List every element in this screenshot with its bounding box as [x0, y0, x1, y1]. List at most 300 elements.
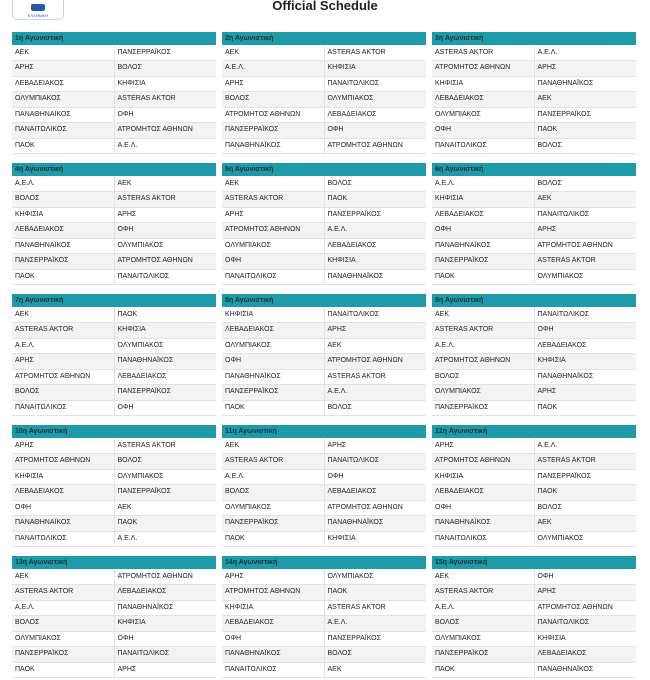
match-row [222, 254, 426, 270]
match-row [222, 385, 426, 401]
away-team: ΑΤΡΟΜΗΤΟΣ ΑΘΗΝΩΝ [324, 138, 426, 154]
away-team: ASTERAS AKTOR [324, 369, 426, 385]
home-team: ΟΦΗ [432, 223, 534, 239]
away-team: ΒΟΛΟΣ [114, 454, 216, 470]
home-team: ΚΗΦΙΣΙΑ [432, 76, 534, 92]
home-team: ΑΡΗΣ [12, 438, 114, 454]
match-row [222, 531, 426, 547]
away-team: ΛΕΒΑΔΕΙΑΚΟΣ [324, 485, 426, 501]
away-team: ΑΕΚ [114, 176, 216, 192]
home-team: ΠΑΝΣΕΡΡΑΪΚΟΣ [222, 385, 324, 401]
away-team: ΑΡΗΣ [324, 323, 426, 339]
away-team: ΛΕΒΑΔΕΙΑΚΟΣ [114, 369, 216, 385]
home-team: ASTERAS AKTOR [432, 585, 534, 601]
home-team: ΛΕΒΑΔΕΙΑΚΟΣ [12, 76, 114, 92]
match-row [222, 61, 426, 77]
home-team: ΠΑΝΑΘΗΝΑΪΚΟΣ [12, 107, 114, 123]
away-team: ΒΟΛΟΣ [324, 400, 426, 416]
home-team: ΠΑΝΑΙΤΩΛΙΚΟΣ [12, 531, 114, 547]
match-row [432, 107, 636, 123]
home-team: ΟΦΗ [222, 354, 324, 370]
away-team: ΑΤΡΟΜΗΤΟΣ ΑΘΗΝΩΝ [534, 600, 636, 616]
home-team: ΟΛΥΜΠΙΑΚΟΣ [12, 92, 114, 108]
home-team: ΚΗΦΙΣΙΑ [432, 469, 534, 485]
away-team: ΟΛΥΜΠΙΑΚΟΣ [114, 338, 216, 354]
match-table [432, 438, 636, 547]
home-team: ΛΕΒΑΔΕΙΑΚΟΣ [432, 92, 534, 108]
home-team: ΟΦΗ [12, 500, 114, 516]
away-team: ASTERAS AKTOR [534, 454, 636, 470]
match-row [432, 569, 636, 585]
away-team: ΠΑΝΑΙΤΩΛΙΚΟΣ [114, 269, 216, 285]
match-row [432, 338, 636, 354]
home-team: ΟΛΥΜΠΙΑΚΟΣ [432, 385, 534, 401]
away-team: ΠΑΝΑΘΗΝΑΪΚΟΣ [114, 354, 216, 370]
match-row [432, 254, 636, 270]
away-team: ΑΕΚ [114, 500, 216, 516]
round-block [12, 163, 216, 286]
away-team: ΟΦΗ [114, 631, 216, 647]
match-row [432, 238, 636, 254]
match-row [432, 207, 636, 223]
match-row [432, 138, 636, 154]
away-team: ΚΗΦΙΣΙΑ [114, 76, 216, 92]
match-row [432, 616, 636, 632]
home-team: ΚΗΦΙΣΙΑ [222, 307, 324, 323]
match-row [12, 338, 216, 354]
away-team: ΠΑΟΚ [114, 516, 216, 532]
home-team: ΛΕΒΑΔΕΙΑΚΟΣ [432, 207, 534, 223]
away-team: ΑΕΚ [534, 92, 636, 108]
home-team: ΛΕΒΑΔΕΙΑΚΟΣ [12, 223, 114, 239]
match-row [12, 354, 216, 370]
match-table [12, 176, 216, 285]
away-team: ASTERAS AKTOR [324, 600, 426, 616]
home-team: ΠΑΟΚ [12, 138, 114, 154]
match-row [222, 454, 426, 470]
away-team: ΑΕΚ [324, 662, 426, 678]
home-team: ASTERAS AKTOR [432, 323, 534, 339]
home-team: ΠΑΝΣΕΡΡΑΪΚΟΣ [432, 400, 534, 416]
round-title: 12η Αγωνιστική [432, 425, 636, 438]
away-team: ΑΕΚ [534, 516, 636, 532]
away-team: ΒΟΛΟΣ [324, 647, 426, 663]
away-team: ΚΗΦΙΣΙΑ [534, 631, 636, 647]
match-row [222, 92, 426, 108]
home-team: ΑΕΚ [222, 45, 324, 61]
away-team: ΠΑΟΚ [324, 585, 426, 601]
away-team: ΠΑΝΣΕΡΡΑΪΚΟΣ [324, 207, 426, 223]
home-team: Α.Ε.Λ. [432, 600, 534, 616]
home-team: ΠΑΝΣΕΡΡΑΪΚΟΣ [432, 647, 534, 663]
away-team: ΠΑΝΑΙΤΩΛΙΚΟΣ [324, 76, 426, 92]
home-team: ΒΟΛΟΣ [432, 369, 534, 385]
home-team: ΠΑΝΑΙΤΩΛΙΚΟΣ [432, 531, 534, 547]
home-team: ΟΦΗ [222, 254, 324, 270]
match-row [222, 516, 426, 532]
round-block [222, 556, 426, 679]
away-team: ΑΤΡΟΜΗΤΟΣ ΑΘΗΝΩΝ [324, 500, 426, 516]
away-team: ΠΑΝΑΘΗΝΑΪΚΟΣ [534, 369, 636, 385]
match-row [432, 269, 636, 285]
match-table [222, 45, 426, 154]
home-team: ΟΛΥΜΠΙΑΚΟΣ [222, 500, 324, 516]
home-team: ΠΑΝΣΕΡΡΑΪΚΟΣ [222, 123, 324, 139]
home-team: ΠΑΝΑΘΗΝΑΪΚΟΣ [222, 369, 324, 385]
match-row [432, 600, 636, 616]
match-row [432, 385, 636, 401]
home-team: ΠΑΝΑΘΗΝΑΪΚΟΣ [12, 238, 114, 254]
match-table [432, 569, 636, 678]
match-row [12, 238, 216, 254]
match-row [222, 616, 426, 632]
away-team: ΑΤΡΟΜΗΤΟΣ ΑΘΗΝΩΝ [114, 254, 216, 270]
match-row [12, 123, 216, 139]
match-row [432, 500, 636, 516]
match-row [222, 238, 426, 254]
away-team: ΠΑΝΑΙΤΩΛΙΚΟΣ [534, 616, 636, 632]
match-row [222, 662, 426, 678]
away-team: ΟΦΗ [534, 323, 636, 339]
round-title: 6η Αγωνιστική [432, 163, 636, 176]
round-block [222, 294, 426, 417]
away-team: ΒΟΛΟΣ [114, 61, 216, 77]
match-row [432, 192, 636, 208]
match-row [12, 307, 216, 323]
home-team: ΠΑΟΚ [12, 662, 114, 678]
round-title: 14η Αγωνιστική [222, 556, 426, 569]
home-team: ASTERAS AKTOR [12, 585, 114, 601]
home-team: ΟΦΗ [432, 123, 534, 139]
home-team: ΒΟΛΟΣ [222, 485, 324, 501]
home-team: ΛΕΒΑΔΕΙΑΚΟΣ [432, 485, 534, 501]
match-row [222, 207, 426, 223]
home-team: ΑΡΗΣ [222, 207, 324, 223]
match-row [12, 192, 216, 208]
home-team: ΠΑΝΑΙΤΩΛΙΚΟΣ [12, 400, 114, 416]
match-row [432, 354, 636, 370]
match-row [222, 338, 426, 354]
round-title: 4η Αγωνιστική [12, 163, 216, 176]
away-team: ΑΤΡΟΜΗΤΟΣ ΑΘΗΝΩΝ [114, 569, 216, 585]
match-table [432, 45, 636, 154]
round-block [12, 425, 216, 548]
away-team: ΑΡΗΣ [534, 585, 636, 601]
away-team: ΟΛΥΜΠΙΑΚΟΣ [324, 569, 426, 585]
away-team: ΟΛΥΜΠΙΑΚΟΣ [324, 92, 426, 108]
away-team: ΑΡΗΣ [534, 223, 636, 239]
away-team: ΟΦΗ [324, 469, 426, 485]
match-table [222, 176, 426, 285]
match-row [222, 485, 426, 501]
match-table [432, 307, 636, 416]
match-row [12, 616, 216, 632]
match-row [222, 354, 426, 370]
away-team: ΚΗΦΙΣΙΑ [324, 531, 426, 547]
round-title: 9η Αγωνιστική [432, 294, 636, 307]
home-team: Α.Ε.Λ. [12, 176, 114, 192]
match-row [432, 469, 636, 485]
home-team: ΠΑΟΚ [432, 662, 534, 678]
away-team: ΠΑΝΑΙΤΩΛΙΚΟΣ [534, 307, 636, 323]
match-row [222, 631, 426, 647]
schedule-grid [12, 32, 636, 679]
away-team: ΒΟΛΟΣ [534, 500, 636, 516]
away-team: Α.Ε.Λ. [534, 438, 636, 454]
home-team: ΠΑΝΑΘΗΝΑΪΚΟΣ [222, 647, 324, 663]
away-team: Α.Ε.Λ. [114, 531, 216, 547]
match-row [12, 600, 216, 616]
match-row [12, 438, 216, 454]
match-row [432, 123, 636, 139]
match-table [222, 307, 426, 416]
match-row [432, 61, 636, 77]
home-team: ΑΤΡΟΜΗΤΟΣ ΑΘΗΝΩΝ [222, 223, 324, 239]
round-title: 11η Αγωνιστική [222, 425, 426, 438]
away-team: ΟΦΗ [114, 223, 216, 239]
home-team: Α.Ε.Λ. [432, 338, 534, 354]
round-title: 10η Αγωνιστική [12, 425, 216, 438]
home-team: ΟΦΗ [222, 631, 324, 647]
round-block [222, 425, 426, 548]
away-team: ΑΤΡΟΜΗΤΟΣ ΑΘΗΝΩΝ [324, 354, 426, 370]
home-team: ΑΡΗΣ [12, 61, 114, 77]
match-row [432, 662, 636, 678]
away-team: ASTERAS AKTOR [534, 254, 636, 270]
away-team: ΑΡΗΣ [114, 662, 216, 678]
home-team: ΚΗΦΙΣΙΑ [222, 600, 324, 616]
home-team: ΛΕΒΑΔΕΙΑΚΟΣ [12, 485, 114, 501]
home-team: ΑΤΡΟΜΗΤΟΣ ΑΘΗΝΩΝ [432, 61, 534, 77]
match-row [12, 61, 216, 77]
home-team: ΠΑΝΣΕΡΡΑΪΚΟΣ [222, 516, 324, 532]
match-table [12, 438, 216, 547]
home-team: ΑΕΚ [432, 307, 534, 323]
away-team: ΑΡΗΣ [114, 207, 216, 223]
match-row [12, 531, 216, 547]
away-team: ΑΕΚ [324, 338, 426, 354]
home-team: ΠΑΝΑΙΤΩΛΙΚΟΣ [222, 269, 324, 285]
home-team: ΟΛΥΜΠΙΑΚΟΣ [432, 631, 534, 647]
home-team: ΑΤΡΟΜΗΤΟΣ ΑΘΗΝΩΝ [12, 454, 114, 470]
match-row [12, 207, 216, 223]
round-block [432, 556, 636, 679]
home-team: ΑΡΗΣ [12, 354, 114, 370]
home-team: Α.Ε.Λ. [12, 338, 114, 354]
match-row [432, 631, 636, 647]
home-team: ΟΛΥΜΠΙΑΚΟΣ [222, 338, 324, 354]
away-team: ΠΑΝΣΕΡΡΑΪΚΟΣ [114, 485, 216, 501]
home-team: ΑΤΡΟΜΗΤΟΣ ΑΘΗΝΩΝ [12, 369, 114, 385]
away-team: ΠΑΝΑΙΤΩΛΙΚΟΣ [324, 307, 426, 323]
home-team: ΑΕΚ [432, 569, 534, 585]
home-team: ΑΤΡΟΜΗΤΟΣ ΑΘΗΝΩΝ [222, 107, 324, 123]
match-row [432, 531, 636, 547]
away-team: ΠΑΝΣΕΡΡΑΪΚΟΣ [114, 45, 216, 61]
match-row [222, 369, 426, 385]
home-team: ΠΑΟΚ [222, 400, 324, 416]
away-team: ΠΑΝΑΘΗΝΑΪΚΟΣ [324, 269, 426, 285]
match-row [222, 323, 426, 339]
match-row [222, 76, 426, 92]
home-team: ASTERAS AKTOR [432, 45, 534, 61]
match-row [12, 516, 216, 532]
home-team: ΑΕΚ [12, 45, 114, 61]
away-team: ΠΑΝΑΘΗΝΑΪΚΟΣ [534, 662, 636, 678]
home-team: Α.Ε.Λ. [432, 176, 534, 192]
round-block [222, 163, 426, 286]
match-row [12, 107, 216, 123]
away-team: ΠΑΟΚ [534, 400, 636, 416]
match-row [222, 307, 426, 323]
home-team: ΠΑΟΚ [432, 269, 534, 285]
match-table [432, 176, 636, 285]
away-team: ΟΛΥΜΠΙΑΚΟΣ [114, 238, 216, 254]
away-team: ASTERAS AKTOR [114, 438, 216, 454]
match-row [432, 485, 636, 501]
away-team: ΠΑΝΣΕΡΡΑΪΚΟΣ [324, 631, 426, 647]
away-team: ΒΟΛΟΣ [534, 176, 636, 192]
away-team: Α.Ε.Λ. [114, 138, 216, 154]
match-row [12, 585, 216, 601]
home-team: ΑΡΗΣ [222, 569, 324, 585]
match-row [12, 500, 216, 516]
match-row [12, 385, 216, 401]
away-team: ΒΟΛΟΣ [324, 176, 426, 192]
match-row [12, 469, 216, 485]
home-team: ASTERAS AKTOR [222, 192, 324, 208]
away-team: ΑΡΗΣ [534, 385, 636, 401]
home-team: ΑΕΚ [222, 176, 324, 192]
match-row [432, 223, 636, 239]
round-block [222, 32, 426, 155]
home-team: ΟΛΥΜΠΙΑΚΟΣ [222, 238, 324, 254]
away-team: ΠΑΝΑΙΤΩΛΙΚΟΣ [534, 207, 636, 223]
away-team: ΠΑΝΑΙΤΩΛΙΚΟΣ [114, 647, 216, 663]
match-row [222, 569, 426, 585]
match-row [12, 176, 216, 192]
away-team: ΑΤΡΟΜΗΤΟΣ ΑΘΗΝΩΝ [534, 238, 636, 254]
away-team: ΟΛΥΜΠΙΑΚΟΣ [114, 469, 216, 485]
match-row [222, 176, 426, 192]
match-row [222, 600, 426, 616]
match-row [432, 176, 636, 192]
away-team: ΠΑΟΚ [114, 307, 216, 323]
home-team: ΑΕΚ [12, 569, 114, 585]
away-team: ΚΗΦΙΣΙΑ [324, 254, 426, 270]
round-block [12, 556, 216, 679]
away-team: ΠΑΝΣΕΡΡΑΪΚΟΣ [534, 469, 636, 485]
round-title: 3η Αγωνιστική [432, 32, 636, 45]
round-block [432, 294, 636, 417]
match-row [432, 400, 636, 416]
away-team: ΟΦΗ [114, 400, 216, 416]
home-team: ΟΛΥΜΠΙΑΚΟΣ [12, 631, 114, 647]
home-team: ΠΑΝΑΙΤΩΛΙΚΟΣ [12, 123, 114, 139]
home-team: ΑΤΡΟΜΗΤΟΣ ΑΘΗΝΩΝ [432, 454, 534, 470]
home-team: ΠΑΝΑΙΤΩΛΙΚΟΣ [432, 138, 534, 154]
round-title: 1η Αγωνιστική [12, 32, 216, 45]
away-team: ASTERAS AKTOR [114, 192, 216, 208]
away-team: ΠΑΝΑΘΗΝΑΪΚΟΣ [534, 76, 636, 92]
away-team: ΠΑΝΑΙΤΩΛΙΚΟΣ [324, 454, 426, 470]
match-row [432, 92, 636, 108]
match-row [222, 647, 426, 663]
round-title: 13η Αγωνιστική [12, 556, 216, 569]
round-block [432, 425, 636, 548]
away-team: ΛΕΒΑΔΕΙΑΚΟΣ [534, 647, 636, 663]
match-row [12, 631, 216, 647]
round-block [432, 32, 636, 155]
match-row [12, 223, 216, 239]
match-row [12, 569, 216, 585]
match-row [12, 454, 216, 470]
home-team: ΒΟΛΟΣ [222, 92, 324, 108]
away-team: ΛΕΒΑΔΕΙΑΚΟΣ [114, 585, 216, 601]
away-team: ΠΑΟΚ [534, 485, 636, 501]
away-team: ΚΗΦΙΣΙΑ [534, 354, 636, 370]
away-team: Α.Ε.Λ. [534, 45, 636, 61]
home-team: Α.Ε.Λ. [222, 61, 324, 77]
away-team: ΟΦΗ [114, 107, 216, 123]
home-team: ΠΑΝΣΕΡΡΑΪΚΟΣ [432, 254, 534, 270]
home-team: ΑΡΗΣ [222, 76, 324, 92]
home-team: ΠΑΝΑΘΗΝΑΪΚΟΣ [432, 238, 534, 254]
round-block [12, 32, 216, 155]
away-team: Α.Ε.Λ. [324, 616, 426, 632]
match-table [222, 569, 426, 678]
match-table [222, 438, 426, 547]
away-team: ASTERAS AKTOR [114, 92, 216, 108]
match-row [12, 76, 216, 92]
match-row [222, 45, 426, 61]
home-team: ΑΕΚ [222, 438, 324, 454]
home-team: ASTERAS AKTOR [222, 454, 324, 470]
page-title: Official Schedule [272, 0, 378, 13]
round-title: 8η Αγωνιστική [222, 294, 426, 307]
home-team: ΑΤΡΟΜΗΤΟΣ ΑΘΗΝΩΝ [222, 585, 324, 601]
home-team: ΚΗΦΙΣΙΑ [12, 469, 114, 485]
round-title: 5η Αγωνιστική [222, 163, 426, 176]
match-row [12, 485, 216, 501]
away-team: ΟΛΥΜΠΙΑΚΟΣ [534, 269, 636, 285]
home-team: ΟΛΥΜΠΙΑΚΟΣ [432, 107, 534, 123]
home-team: ΚΗΦΙΣΙΑ [12, 207, 114, 223]
away-team: ΚΗΦΙΣΙΑ [114, 616, 216, 632]
match-row [222, 438, 426, 454]
round-title: 2η Αγωνιστική [222, 32, 426, 45]
home-team: ΒΟΛΟΣ [12, 385, 114, 401]
match-row [12, 662, 216, 678]
match-row [432, 516, 636, 532]
match-row [432, 45, 636, 61]
match-row [432, 647, 636, 663]
away-team: ΠΑΝΣΕΡΡΑΪΚΟΣ [534, 107, 636, 123]
away-team: ΚΗΦΙΣΙΑ [324, 61, 426, 77]
match-row [432, 369, 636, 385]
match-row [12, 254, 216, 270]
round-block [432, 163, 636, 286]
away-team: ΠΑΟΚ [324, 192, 426, 208]
home-team: ΠΑΝΑΘΗΝΑΪΚΟΣ [12, 516, 114, 532]
away-team: ΑΡΗΣ [534, 61, 636, 77]
away-team: ΟΦΗ [534, 569, 636, 585]
away-team: ΑΤΡΟΜΗΤΟΣ ΑΘΗΝΩΝ [114, 123, 216, 139]
away-team: ΚΗΦΙΣΙΑ [114, 323, 216, 339]
match-row [432, 438, 636, 454]
match-row [222, 138, 426, 154]
home-team: ΒΟΛΟΣ [12, 616, 114, 632]
